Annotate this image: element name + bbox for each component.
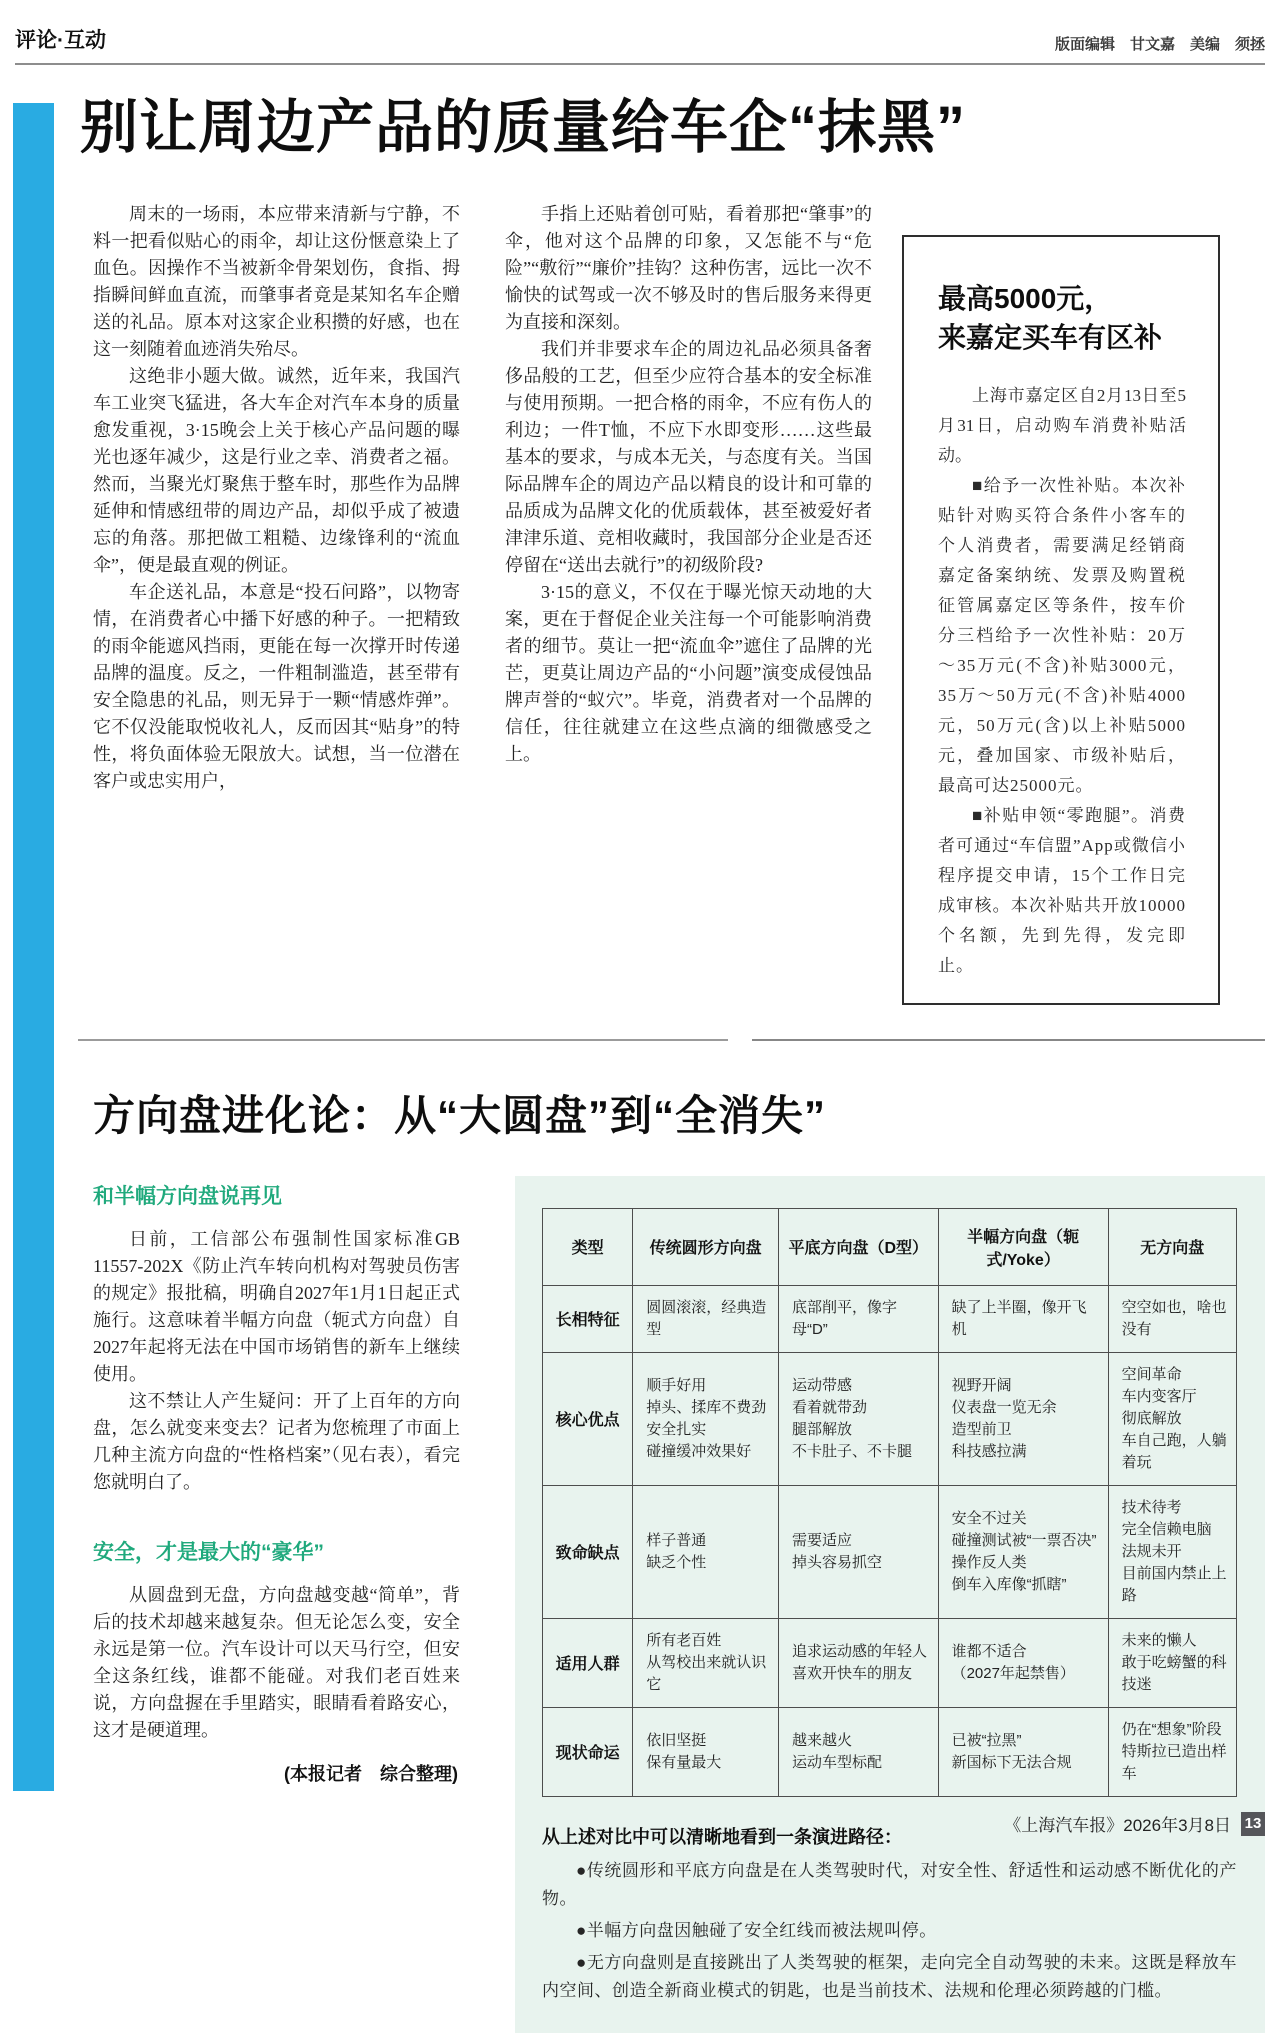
divider-right-segment — [752, 1039, 1265, 1041]
table-row-label: 核心优点 — [543, 1352, 633, 1485]
paragraph: 3·15的意义，不仅在于曝光惊天动地的大案，更在于督促企业关注每一个可能影响消费者的细节。莫让一把“流血伞”遮住了品牌的光芒，更莫让周边产品的“小问题”演变成侵蚀品牌声誉的“蚁穴”。毕竟，消费者对一个品牌的信任，往往就建立在这些点滴的细微感受之上。 — [505, 582, 872, 765]
steering-wheel-comparison-table — [542, 1208, 1237, 1797]
section-label: 评论·互动 — [15, 29, 106, 52]
table-cell-line: 造型前卫 — [951, 1420, 1012, 1438]
table-cell-line: 保有量最大 — [646, 1753, 722, 1771]
paragraph: 这不禁让人产生疑问：开了上百年的方向盘，怎么就变来变去？记者为您梳理了市面上几种主流方向盘的“性格档案”（见右表），看完您就明白了。 — [93, 1390, 460, 1492]
table-cell-line: 仪表盘一览无余 — [951, 1398, 1057, 1416]
table-cell-line: 车内变客厅 — [1121, 1387, 1197, 1405]
divider-left-segment — [78, 1039, 728, 1041]
table-cell — [778, 1618, 938, 1707]
table-cell-line: 掉头、揉库不费劲 — [646, 1398, 767, 1416]
table-row — [543, 1352, 1237, 1485]
table-cell-line: 碰撞测试被“一票否决” — [951, 1531, 1097, 1549]
table-row — [543, 1285, 1237, 1352]
table-cell-line: 车自己跑，人躺着玩 — [1121, 1431, 1227, 1471]
table-cell-line: （2027年起禁售） — [951, 1664, 1075, 1682]
table-cell-line: 缺了上半圈，像开飞机 — [951, 1298, 1087, 1338]
table-cell-line: 从驾校出来就认识它 — [646, 1653, 767, 1693]
table-cell-line: 需要适应 — [791, 1531, 852, 1549]
table-cell-line: 追求运动感的年轻人 — [791, 1642, 927, 1660]
table-cell-line: 安全扎实 — [646, 1420, 707, 1438]
table-cell-line: 法规未开 — [1121, 1542, 1182, 1560]
subsidy-title-line2: 来嘉定买车有区补 — [938, 322, 1163, 354]
table-cell-line: 倒车入库像“抓瞎” — [951, 1575, 1067, 1593]
section1-heading: 和半幅方向盘说再见 — [93, 1184, 282, 1208]
table-cell-line: 掉头容易抓空 — [791, 1553, 882, 1571]
subsidy-item: ■补贴申领“零跑腿”。消费者可通过“车信盟”App或微信小程序提交申请，15个工作日完成审核。本次补贴共开放10000个名额，先到先得，发完即止。 — [938, 806, 1186, 976]
table-row — [543, 1707, 1237, 1796]
table-header-cell: 传统圆形方向盘 — [633, 1208, 779, 1285]
byline: (本报记者 综合整理) — [284, 1763, 458, 1784]
table-cell — [938, 1707, 1108, 1796]
table-cell-line: 敢于吃螃蟹的科技迷 — [1121, 1653, 1227, 1693]
conclusion-bullets — [542, 1857, 1237, 2005]
table-cell-line: 样子普通 — [646, 1531, 707, 1549]
page-footer — [1004, 1811, 1265, 1836]
table-cell-line: 科技感拉满 — [951, 1442, 1027, 1460]
table-cell — [633, 1618, 779, 1707]
table-cell-line: 缺乏个性 — [646, 1553, 707, 1571]
table-cell — [778, 1707, 938, 1796]
article1-headline: 别让周边产品的质量给车企“抹黑” — [80, 95, 967, 160]
page-body — [78, 56, 1265, 2033]
table-cell-line: 不卡肚子、不卡腿 — [791, 1442, 912, 1460]
conclusion-bullet: ●半幅方向盘因触碰了安全红线而被法规叫停。 — [576, 1920, 937, 1940]
table-cell — [1108, 1618, 1236, 1707]
conclusion-heading: 从上述对比中可以清晰地看到一条演进路径： — [542, 1826, 902, 1847]
article1-column-2 — [505, 201, 872, 768]
article1-column-1 — [93, 201, 460, 795]
table-cell — [1108, 1707, 1236, 1796]
publication-date: 《上海汽车报》2026年3月8日 — [1004, 1816, 1231, 1835]
table-cell-line: 技术待考 — [1121, 1498, 1182, 1516]
table-header-cell: 半幅方向盘（轭式/Yoke） — [938, 1208, 1108, 1285]
table-cell-line: 安全不过关 — [951, 1509, 1027, 1527]
table-head — [543, 1208, 1237, 1285]
table-cell-line: 仍在“想象”阶段 — [1121, 1720, 1222, 1738]
table-cell-line: 空空如也，啥也没有 — [1121, 1298, 1227, 1338]
table-cell — [633, 1707, 779, 1796]
table-row-label: 长相特征 — [543, 1285, 633, 1352]
table-row — [543, 1485, 1237, 1618]
table-body — [543, 1285, 1237, 1796]
subsidy-notice-box — [902, 235, 1220, 1005]
table-cell-line: 特斯拉已造出样车 — [1121, 1742, 1227, 1782]
article2-left-column — [93, 1176, 460, 1786]
table-cell-line: 视野开阔 — [951, 1376, 1012, 1394]
table-cell-line: 喜欢开快车的朋友 — [791, 1664, 912, 1682]
paragraph: 从圆盘到无盘，方向盘越变越“简单”，背后的技术却越来越复杂。但无论怎么变，安全永远是第一位。汽车设计可以天马行空，但安全这条红线，谁都不能碰。对我们老百姓来说，方向盘握在手里踏实，眼睛看着路安心，这才是硬道理。 — [93, 1584, 460, 1740]
table-cell-line: 运动带感 — [791, 1376, 852, 1394]
conclusion-bullet: ●传统圆形和平底方向盘是在人类驾驶时代，对安全性、舒适性和运动感不断优化的产物。 — [542, 1860, 1237, 1908]
paragraph: 手指上还贴着创可贴，看着那把“肇事”的伞，他对这个品牌的印象，又怎能不与“危险”“敷衍”“廉价”挂钩？这种伤害，远比一次不愉快的试驾或一次不够及时的售后服务来得更为直接和深刻。 — [505, 204, 872, 333]
table-cell-line: 空间革命 — [1121, 1365, 1182, 1383]
table-cell-line: 彻底解放 — [1121, 1409, 1182, 1427]
table-cell — [938, 1485, 1108, 1618]
article-divider — [78, 1039, 1265, 1041]
paragraph: 周末的一场雨，本应带来清新与宁静，不料一把看似贴心的雨伞，却让这份惬意染上了血色。因操作不当被新伞骨架划伤，食指、拇指瞬间鲜血直流，而肇事者竟是某知名车企赠送的礼品。原本对这家企业积攒的好感，也在这一刻随着血迹消失殆尽。 — [93, 204, 460, 360]
table-cell-line: 所有老百姓 — [646, 1631, 722, 1649]
table-header-cell: 无方向盘 — [1108, 1208, 1236, 1285]
table-row-label: 适用人群 — [543, 1618, 633, 1707]
article1-columns — [78, 201, 1265, 1005]
subsidy-item: ■给予一次性补贴。本次补贴针对购买符合条件小客车的个人消费者，需要满足经销商嘉定备案纳统、发票及购置税征管属嘉定区等条件，按车价分三档给予一次性补贴：20万～35万元(不含)补贴3000元，35万～50万元(不含)补贴4000元，50万元(含)以上补贴5000元，叠加国家、市级补贴后，最高可达25000元。 — [938, 476, 1186, 796]
article2-section-1 — [93, 1180, 460, 1496]
table-cell — [938, 1285, 1108, 1352]
blue-accent-bar — [13, 103, 54, 1791]
table-row-label: 致命缺点 — [543, 1485, 633, 1618]
subsidy-box-body — [938, 381, 1186, 981]
article2-layout — [93, 1176, 1265, 2033]
table-cell-line: 顺手好用 — [646, 1376, 707, 1394]
table-row-label: 现状命运 — [543, 1707, 633, 1796]
paragraph: 车企送礼品，本意是“投石问路”，以物寄情，在消费者心中播下好感的种子。一把精致的雨伞能遮风挡雨，更能在每一次撑开时传递品牌的温度。反之，一件粗制滥造，甚至带有安全隐患的礼品，则无异于一颗“情感炸弹”。它不仅没能取悦收礼人，反而因其“贴身”的特性，将负面体验无限放大。试想，当一位潜在客户或忠实用户， — [93, 582, 460, 792]
table-cell-line: 运动车型标配 — [791, 1753, 882, 1771]
table-cell-line: 依旧坚挺 — [646, 1731, 707, 1749]
table-cell-line: 谁都不适合 — [951, 1642, 1027, 1660]
editors-credit: 版面编辑 甘文嘉 美编 须拯 — [1054, 36, 1265, 53]
comparison-panel — [515, 1176, 1265, 2033]
table-cell — [778, 1485, 938, 1618]
article2-section-2 — [93, 1536, 460, 1744]
subsidy-box-title — [938, 279, 1186, 357]
table-cell — [1108, 1285, 1236, 1352]
table-cell-line: 圆圆滚滚，经典造型 — [646, 1298, 767, 1338]
conclusion-bullet: ●无方向盘则是直接跳出了人类驾驶的框架，走向完全自动驾驶的未来。这既是释放车内空间、创造全新商业模式的钥匙，也是当前技术、法规和伦理必须跨越的门槛。 — [542, 1952, 1237, 2000]
table-cell — [778, 1285, 938, 1352]
table-cell-line: 未来的懒人 — [1121, 1631, 1197, 1649]
table-cell — [938, 1618, 1108, 1707]
subsidy-title-line1: 最高5000元， — [938, 283, 1113, 315]
table-header-cell: 类型 — [543, 1208, 633, 1285]
table-cell — [633, 1285, 779, 1352]
table-cell-line: 越来越火 — [791, 1731, 852, 1749]
table-cell-line: 新国标下无法合规 — [951, 1753, 1072, 1771]
table-row — [543, 1618, 1237, 1707]
table-cell-line: 目前国内禁止上路 — [1121, 1564, 1227, 1604]
table-cell-line: 操作反人类 — [951, 1553, 1027, 1571]
table-cell-line: 已被“拉黑” — [951, 1731, 1022, 1749]
paragraph: 这绝非小题大做。诚然，近年来，我国汽车工业突飞猛进，各大车企对汽车本身的质量愈发重视，3·15晚会上关于核心产品问题的曝光也逐年减少，这是行业之幸、消费者之福。然而，当聚光灯聚焦于整车时，那些作为品牌延伸和情感纽带的周边产品，却似乎成了被遗忘的角落。那把做工粗糙、边缘锋利的“流血伞”，便是最直观的例证。 — [93, 366, 460, 576]
subsidy-intro: 上海市嘉定区自2月13日至5月31日，启动购车消费补贴活动。 — [938, 386, 1186, 466]
table-header-cell: 平底方向盘（D型） — [778, 1208, 938, 1285]
table-cell-line: 腿部解放 — [791, 1420, 852, 1438]
table-cell-line: 看着就带劲 — [791, 1398, 867, 1416]
paragraph: 我们并非要求车企的周边礼品必须具备奢侈品般的工艺，但至少应符合基本的安全标准与使用预期。一把合格的雨伞，不应有伤人的利边；一件T恤，不应下水即变形……这些最基本的要求，与成本无关，与态度有关。当国际品牌车企的周边产品以精良的设计和可靠的品质成为品牌文化的优质载体，甚至被爱好者津津乐道、竞相收藏时，我国部分企业是否还停留在“送出去就行”的初级阶段? — [505, 339, 872, 576]
table-cell — [633, 1485, 779, 1618]
section2-heading: 安全，才是最大的“豪华” — [93, 1540, 324, 1564]
table-cell — [633, 1352, 779, 1485]
table-cell-line: 碰撞缓冲效果好 — [646, 1442, 752, 1460]
table-cell — [1108, 1485, 1236, 1618]
table-cell — [778, 1352, 938, 1485]
table-cell — [1108, 1352, 1236, 1485]
paragraph: 日前，工信部公布强制性国家标准GB 11557-202X《防止汽车转向机构对驾驶员伤害的规定》报批稿，明确自2027年1月1日起正式施行。这意味着半幅方向盘（轭式方向盘）自2027年起将无法在中国市场销售的新车上继续使用。 — [93, 1228, 460, 1384]
page-number-badge: 13 — [1241, 1812, 1265, 1836]
table-cell-line: 完全信赖电脑 — [1121, 1520, 1212, 1538]
table-cell-line: 底部削平，像字母“D” — [791, 1298, 897, 1338]
article2-headline: 方向盘进化论：从“大圆盘”到“全消失” — [93, 1092, 827, 1140]
table-cell — [938, 1352, 1108, 1485]
